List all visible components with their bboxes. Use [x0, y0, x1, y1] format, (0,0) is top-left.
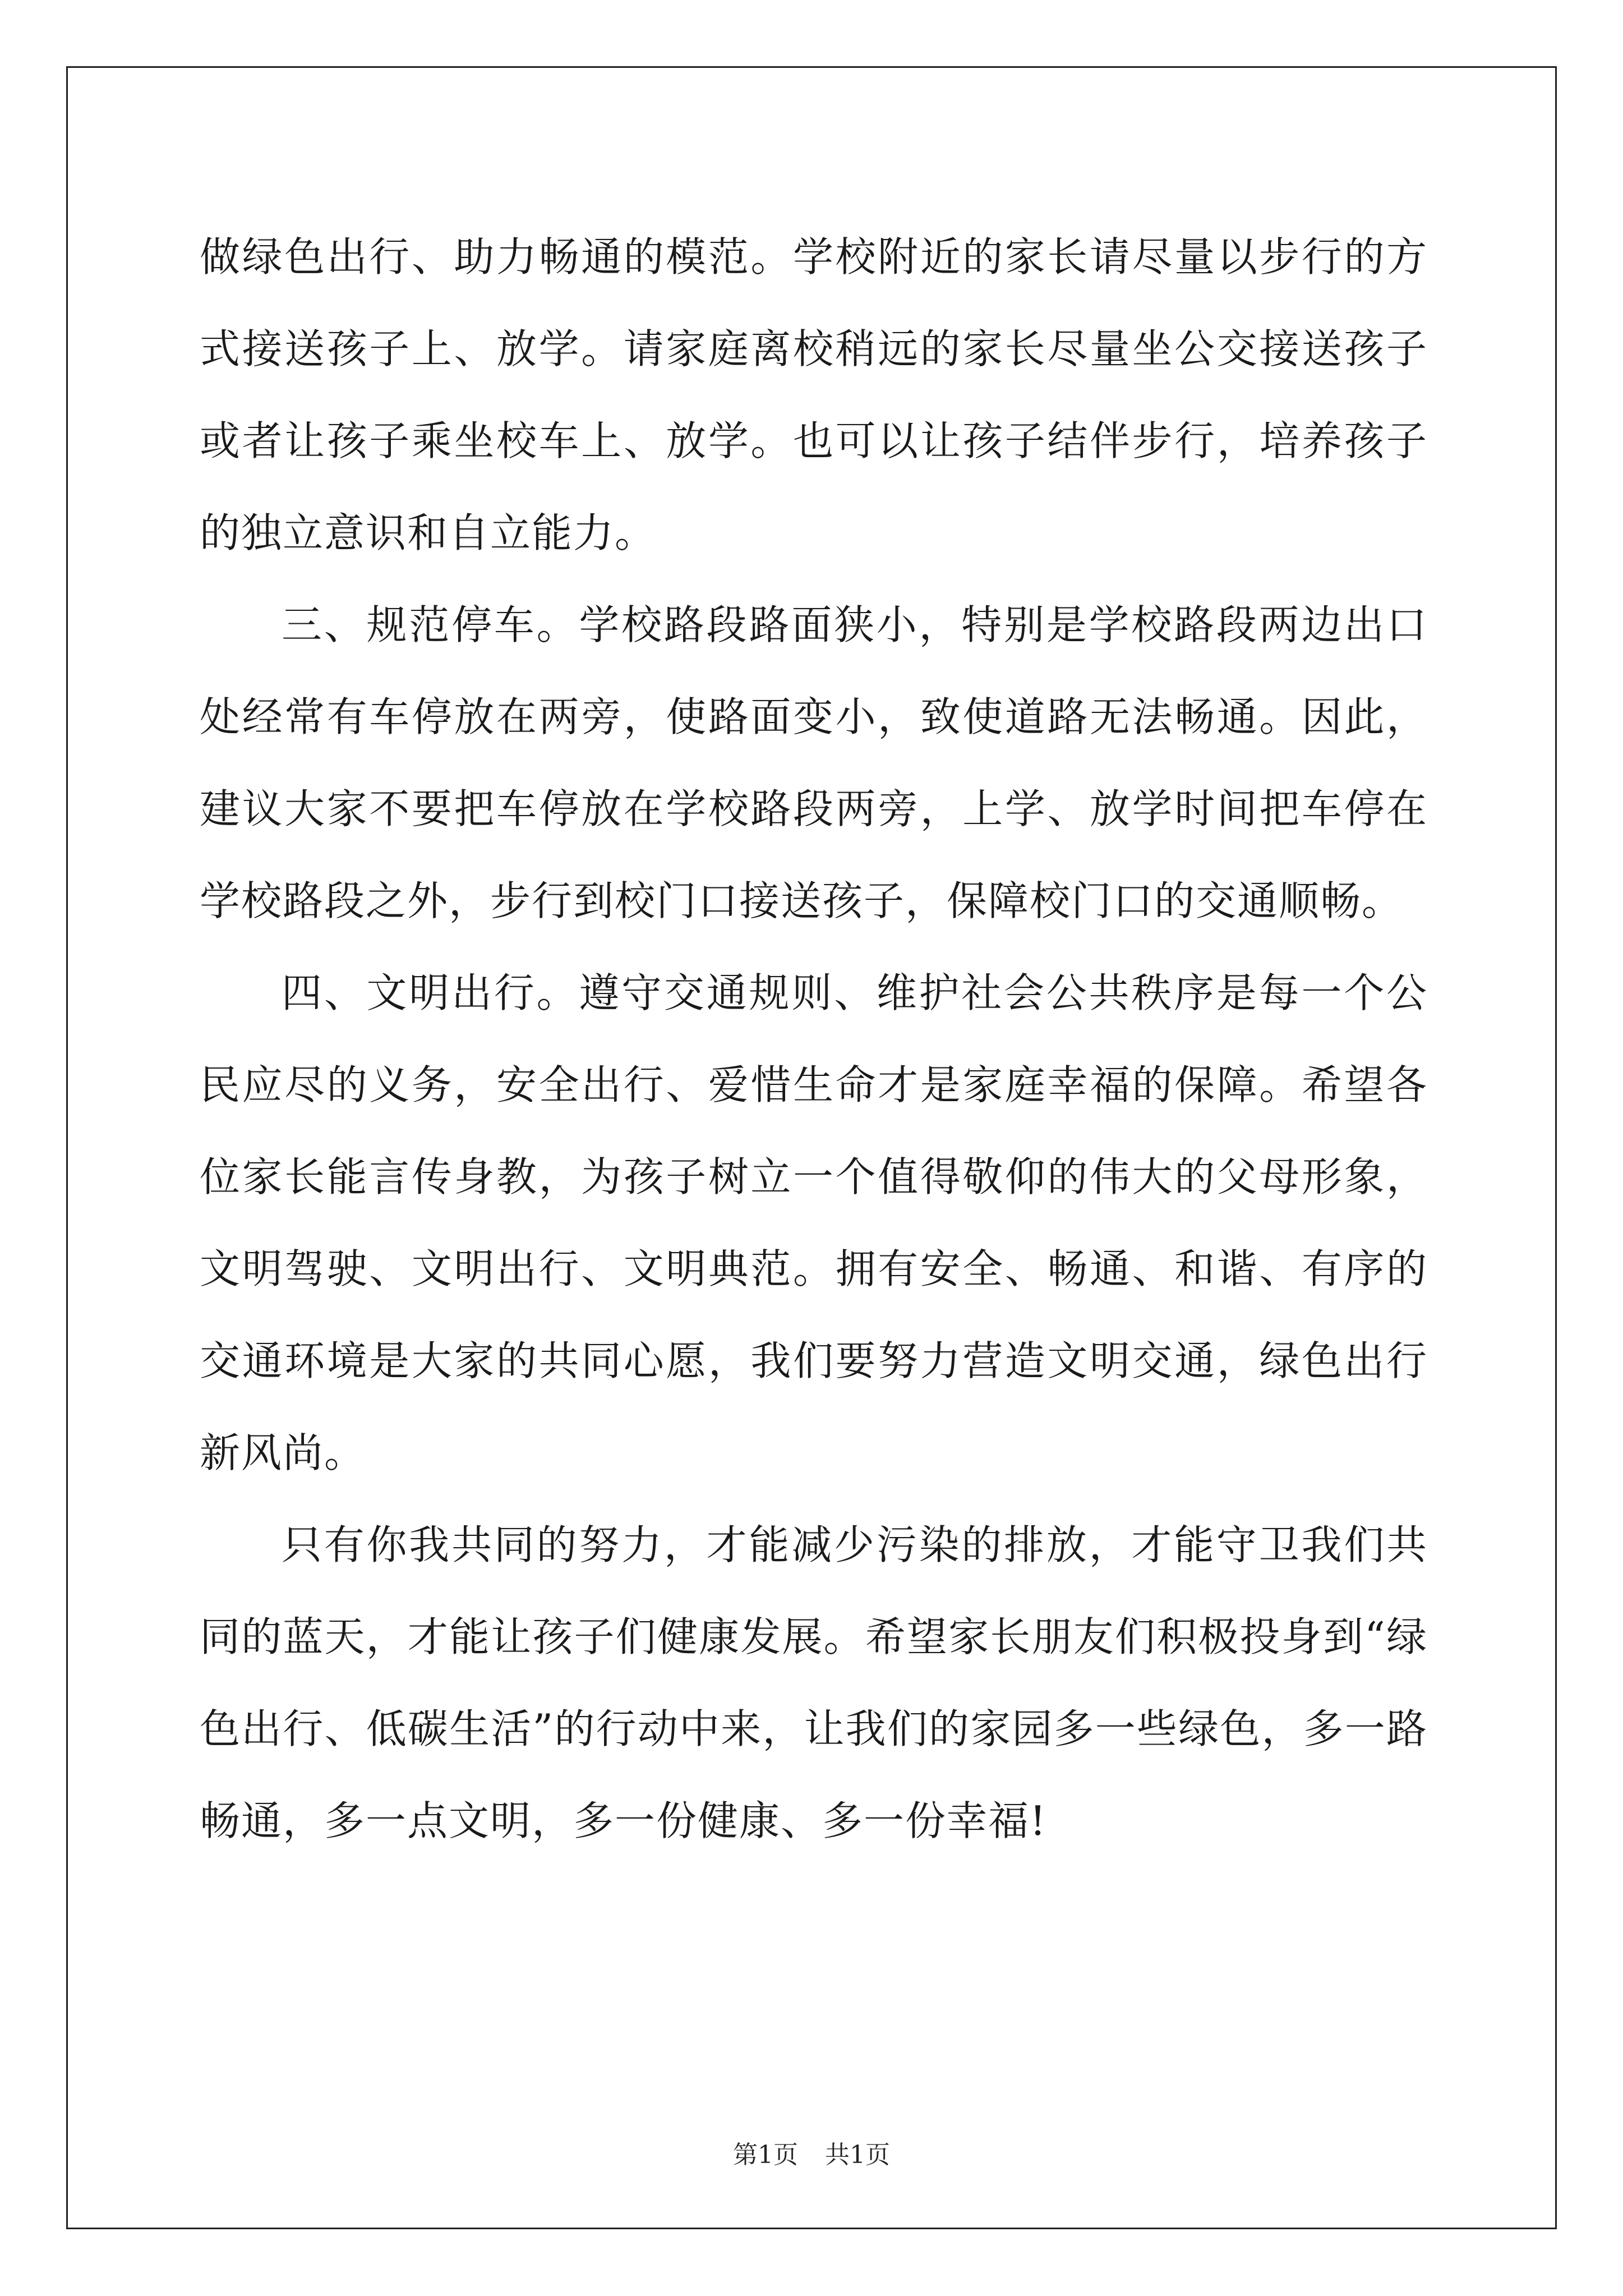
paragraph-4: 只有你我共同的努力，才能减少污染的排放，才能守卫我们共同的蓝天，才能让孩子们健康发展。希望家长朋友们积极投身到“绿色出行、低碳生活”的行动中来，让我们的家园多一些绿色，多一路畅通，多一点文明，多一份健康、多一份幸福!	[200, 1521, 1428, 1844]
page-number-current: 第1页	[733, 2141, 798, 2169]
paragraph-2: 三、规范停车。学校路段路面狭小，特别是学校路段两边出口处经常有车停放在两旁，使路面变小，致使道路无法畅通。因此，建议大家不要把车停放在学校路段两旁，上学、放学时间把车停在学校路段之外，步行到校门口接送孩子，保障校门口的交通顺畅。	[200, 601, 1428, 924]
page-number-total: 共1页	[825, 2141, 890, 2169]
paragraph-3: 四、文明出行。遵守交通规则、维护社会公共秩序是每一个公民应尽的义务，安全出行、爱惜生命才是家庭幸福的保障。希望各位家长能言传身教，为孩子树立一个值得敬仰的伟大的父母形象，文明驾驶、文明出行、文明典范。拥有安全、畅通、和谐、有序的交通环境是大家的共同心愿，我们要努力营造文明交通，绿色出行新风尚。	[200, 969, 1428, 1476]
page-footer	[0, 2138, 1623, 2172]
paragraph-1: 做绿色出行、助力畅通的模范。学校附近的家长请尽量以步行的方式接送孩子上、放学。请家庭离校稍远的家长尽量坐公交接送孩子或者让孩子乘坐校车上、放学。也可以让孩子结伴步行，培养孩子的独立意识和自立能力。	[200, 233, 1428, 556]
document-body	[200, 211, 1428, 1867]
